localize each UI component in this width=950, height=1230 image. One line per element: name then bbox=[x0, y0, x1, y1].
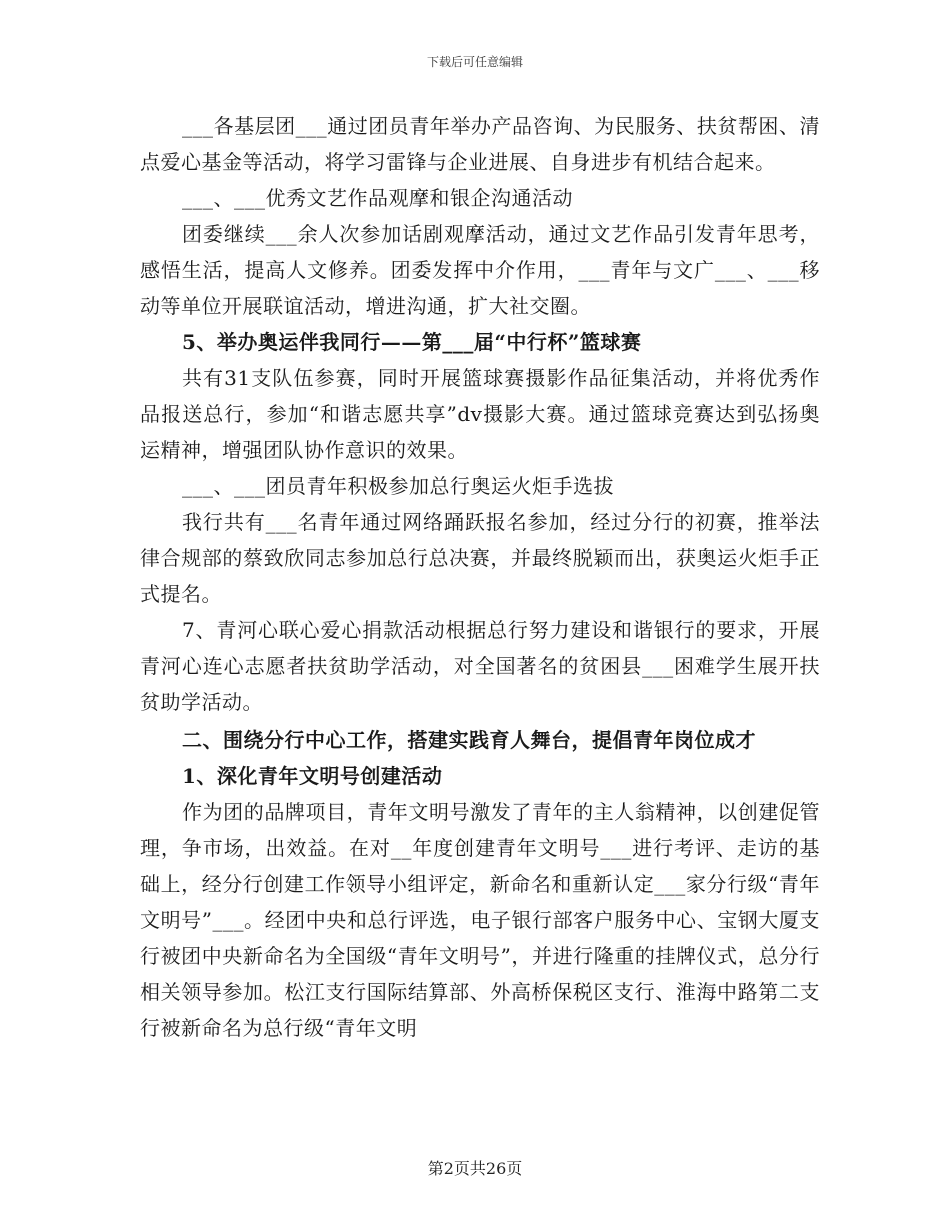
paragraph: 7、青河心联心爱心捐款活动根据总行努力建设和谐银行的要求，开展青河心连心志愿者扶贫助学活动，对全国著名的贫困县___困难学生展开扶贫助学活动。 bbox=[140, 618, 820, 714]
paragraph: 共有31支队伍参赛，同时开展篮球赛摄影作品征集活动，并将优秀作品报送总行，参加“和谐志愿共享”dv摄影大赛。通过篮球竞赛达到弘扬奥运精神，增强团队协作意识的效果。 bbox=[140, 366, 820, 462]
paragraph: 团委继续___余人次参加话剧观摩活动，通过文艺作品引发青年思考，感悟生活，提高人文修养。团委发挥中介作用，___青年与文广___、___移动等单位开展联谊活动，增进沟通，扩大社交圈。 bbox=[140, 222, 820, 318]
chapter-heading: 二、围绕分行中心工作，搭建实践育人舞台，提倡青年岗位成才 bbox=[182, 728, 756, 752]
section-heading: 5、举办奥运伴我同行——第___届“中行杯”篮球赛 bbox=[182, 330, 642, 354]
page-footer: 第2页共26页 bbox=[427, 1159, 523, 1178]
page-header: 下载后可任意编辑 bbox=[426, 55, 523, 69]
paragraph: ___、___优秀文艺作品观摩和银企沟通活动 bbox=[182, 186, 573, 210]
paragraph: 作为团的品牌项目，青年文明号激发了青年的主人翁精神，以创建促管理，争市场，出效益。在对__年度创建青年文明号___进行考评、走访的基础上，经分行创建工作领导小组评定，新命名和重新认定___家分行级“青年文明号”___。经团中央和总行评选，电子银行部客户服务中心、宝钢大厦支行被团中央新命名为全国级“青年文明号”，并进行隆重的挂牌仪式，总分行相关领导参加。松江支行国际结算部、外高桥保税区支行、淮海中路第二支行被新命名为总行级“青年文明 bbox=[140, 800, 820, 1040]
document-body bbox=[140, 108, 820, 1046]
paragraph: ___各基层团___通过团员青年举办产品咨询、为民服务、扶贫帮困、清点爱心基金等活动，将学习雷锋与企业进展、自身进步有机结合起来。 bbox=[140, 114, 820, 174]
section-heading: 1、深化青年文明号创建活动 bbox=[182, 764, 443, 788]
paragraph: 我行共有___名青年通过网络踊跃报名参加，经过分行的初赛，推举法律合规部的蔡致欣同志参加总行总决赛，并最终脱颖而出，获奥运火炬手正式提名。 bbox=[140, 510, 820, 606]
paragraph: ___、___团员青年积极参加总行奥运火炬手选拔 bbox=[182, 474, 614, 498]
